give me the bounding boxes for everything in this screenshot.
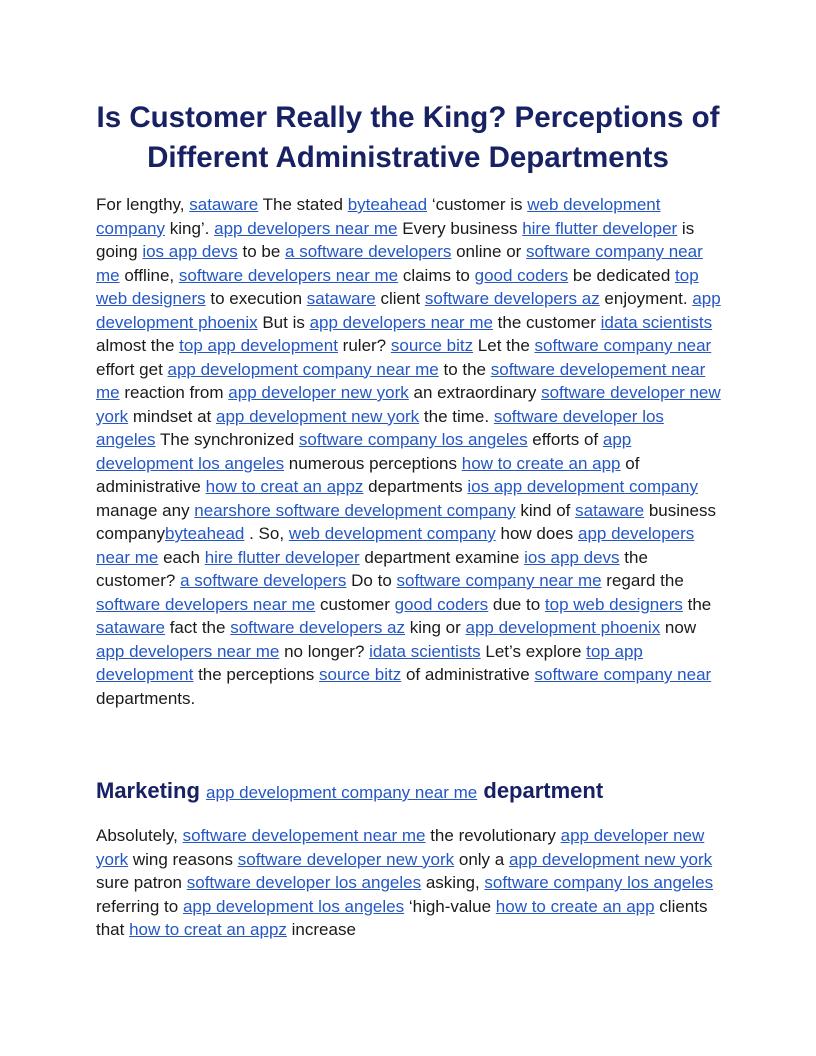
body-text: claims to [398, 265, 475, 285]
body-text: Marketing [96, 778, 207, 803]
marketing-paragraph [96, 824, 722, 942]
inline-link[interactable]: app developers near me [309, 312, 493, 332]
inline-link[interactable]: software developers near me [96, 594, 316, 614]
inline-link[interactable]: sataware [306, 289, 376, 308]
body-text: no longer? [279, 641, 370, 661]
inline-link[interactable]: app development los angeles [96, 430, 632, 473]
inline-link[interactable]: software company near [534, 336, 712, 355]
body-text: how does [495, 524, 579, 543]
inline-link[interactable]: hire flutter developer [204, 547, 360, 567]
body-text: fact the [164, 618, 231, 637]
body-text: department examine [359, 547, 525, 567]
inline-link[interactable]: software developers near me [178, 265, 399, 285]
inline-link[interactable]: sataware [96, 618, 165, 637]
body-text: Do to [346, 571, 397, 590]
body-text: the customer [492, 312, 601, 332]
body-text: asking, [421, 873, 485, 892]
body-text: the customer? [96, 547, 648, 590]
body-text: enjoyment. [599, 289, 693, 308]
intro-paragraph [96, 193, 722, 710]
body-text: due to [488, 594, 545, 614]
inline-link[interactable]: app developer new york [228, 383, 409, 402]
inline-link[interactable]: good coders [394, 594, 489, 614]
inline-link[interactable]: ios app devs [142, 242, 238, 261]
body-text: ‘high-value [404, 896, 496, 916]
body-text: ‘customer is [427, 195, 528, 214]
body-text: each [158, 547, 205, 567]
inline-link[interactable]: app developers near me [214, 218, 398, 238]
body-text: department [477, 778, 604, 803]
body-text: client [375, 289, 425, 308]
inline-link[interactable]: hire flutter developer [522, 218, 678, 238]
inline-link[interactable]: web development company [96, 195, 661, 238]
body-text: to execution [205, 289, 307, 308]
inline-link[interactable]: ios app development company [467, 477, 698, 496]
body-text: . So, [244, 524, 289, 543]
inline-link[interactable]: app development new york [216, 406, 420, 426]
body-text: reaction from [119, 383, 229, 402]
inline-link[interactable]: software developement near me [96, 359, 706, 402]
inline-link[interactable]: software developers az [424, 289, 600, 308]
inline-link[interactable]: software company los angeles [484, 873, 714, 892]
inline-link[interactable]: how to creat an appz [129, 920, 287, 939]
inline-link[interactable]: nearshore software development company [194, 500, 516, 520]
inline-link[interactable]: software developer los angeles [96, 406, 664, 449]
body-text: wing reasons [128, 849, 238, 869]
body-text: departments. [96, 688, 196, 708]
body-text: sure patron [96, 873, 187, 892]
page-title: Is Customer Really the King? Perceptions of Different Administrative Departments [96, 101, 720, 174]
body-text: Every business [397, 218, 523, 238]
body-text: clients that [96, 896, 708, 939]
body-text: an extraordinary [408, 383, 542, 402]
body-text: manage any [96, 500, 195, 520]
inline-link[interactable]: top app development [179, 336, 338, 355]
inline-link[interactable]: how to creat an appz [205, 477, 364, 496]
inline-link[interactable]: how to create an app [461, 453, 621, 473]
body-text: Let the [473, 336, 535, 355]
body-text: customer [315, 594, 395, 614]
inline-link[interactable]: software company near me [96, 242, 703, 285]
body-text: be dedicated [568, 265, 676, 285]
body-text: the time. [419, 406, 494, 426]
inline-link[interactable]: how to create an app [495, 896, 655, 916]
body-text: king’. [164, 218, 215, 238]
body-text: kind of [515, 500, 576, 520]
body-text: referring to [96, 896, 183, 916]
body-text: of administrative [401, 665, 535, 684]
body-text: But is [257, 312, 310, 332]
body-text: increase [286, 920, 356, 939]
body-text: ruler? [337, 336, 391, 355]
inline-link[interactable]: software developer new york [237, 849, 455, 869]
inline-link[interactable]: a software developers [285, 242, 452, 261]
inline-link[interactable]: top app development [96, 641, 643, 684]
body-text: of administrative [96, 453, 640, 496]
inline-link[interactable]: web development company [288, 524, 496, 543]
body-text: departments [363, 477, 468, 496]
inline-link[interactable]: app development company near me [206, 783, 478, 802]
inline-link[interactable]: top web designers [96, 265, 699, 308]
body-text: Absolutely, [96, 826, 183, 845]
body-text: online or [451, 242, 527, 261]
section-heading-marketing [96, 776, 603, 808]
inline-link[interactable]: good coders [474, 265, 569, 285]
inline-link[interactable]: app development phoenix [96, 289, 721, 332]
body-text: is going [96, 218, 695, 261]
body-text: now [660, 618, 697, 637]
body-text: the [682, 594, 712, 614]
body-text: king or [405, 618, 466, 637]
inline-link[interactable]: source bitz [319, 665, 402, 684]
body-text: mindset at [128, 406, 216, 426]
inline-link[interactable]: software developement near me [182, 826, 426, 845]
inline-link[interactable]: software developer los angeles [186, 873, 422, 892]
inline-link[interactable]: app developers near me [96, 641, 280, 661]
body-text: regard the [601, 571, 684, 590]
body-text: to be [237, 242, 286, 261]
body-text: The synchronized [155, 430, 299, 449]
body-text: business company [96, 500, 716, 543]
inline-link[interactable]: software developer new york [96, 383, 721, 426]
body-text: Let’s explore [480, 641, 587, 661]
inline-link[interactable]: byteahead [347, 195, 428, 214]
inline-link[interactable]: app development phoenix [465, 618, 661, 637]
inline-link[interactable]: software company near me [396, 571, 602, 590]
body-text: the revolutionary [425, 826, 561, 845]
inline-link[interactable]: software company near [534, 665, 712, 684]
inline-link[interactable]: sataware [189, 195, 259, 214]
body-text: the perceptions [193, 665, 320, 684]
body-text: almost the [96, 336, 180, 355]
inline-link[interactable]: app development company near me [167, 359, 439, 379]
body-text: For lengthy, [96, 195, 190, 214]
inline-link[interactable]: app development new york [508, 849, 713, 869]
inline-link[interactable]: sataware [575, 500, 645, 520]
inline-link[interactable]: software developers az [230, 618, 406, 637]
body-text: numerous perceptions [284, 453, 462, 473]
inline-link[interactable]: byteahead [164, 524, 245, 543]
body-text: efforts of [527, 430, 603, 449]
inline-link[interactable]: app development los angeles [182, 896, 405, 916]
inline-link[interactable]: source bitz [390, 336, 474, 355]
body-text: The stated [258, 195, 348, 214]
inline-link[interactable]: a software developers [180, 571, 347, 590]
inline-link[interactable]: app developer new york [96, 826, 705, 869]
inline-link[interactable]: software company los angeles [298, 430, 528, 449]
body-text: only a [454, 849, 509, 869]
body-text: effort get [96, 359, 168, 379]
inline-link[interactable]: top web designers [544, 594, 683, 614]
body-text: offline, [119, 265, 179, 285]
inline-link[interactable]: ios app devs [524, 547, 620, 567]
inline-link[interactable]: idata scientists [369, 641, 481, 661]
inline-link[interactable]: idata scientists [600, 312, 713, 332]
body-text: to the [438, 359, 491, 379]
inline-link[interactable]: app developers near me [96, 524, 695, 567]
